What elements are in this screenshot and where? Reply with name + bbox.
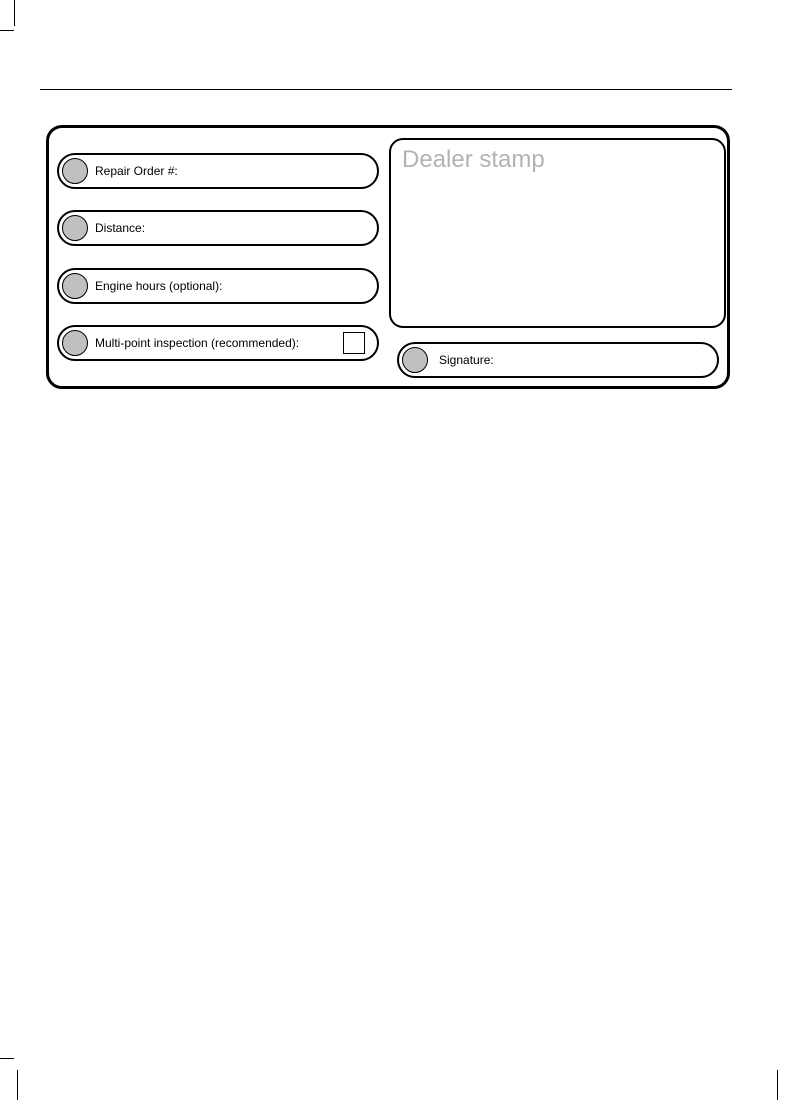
signature-field[interactable]	[397, 342, 719, 378]
dealer-stamp-label: Dealer stamp	[402, 146, 545, 173]
engine-hours-label: Engine hours (optional):	[95, 279, 223, 293]
repair-order-field[interactable]	[57, 153, 379, 189]
circle-indicator-icon	[62, 158, 88, 184]
crop-mark-bottom-left	[17, 1070, 18, 1100]
engine-hours-field[interactable]	[57, 268, 379, 304]
distance-field[interactable]	[57, 210, 379, 246]
multipoint-inspection-field	[57, 325, 379, 361]
multipoint-inspection-label: Multi-point inspection (recommended):	[95, 336, 300, 350]
circle-indicator-icon	[62, 215, 88, 241]
circle-indicator-icon	[402, 347, 428, 373]
header-rule	[40, 89, 732, 90]
multipoint-inspection-checkbox[interactable]	[343, 332, 365, 354]
repair-order-label: Repair Order #:	[95, 164, 178, 178]
crop-mark-top-left	[14, 0, 15, 26]
distance-label: Distance:	[95, 221, 146, 235]
circle-indicator-icon	[62, 330, 88, 356]
crop-mark-bottom-right	[777, 1070, 778, 1100]
crop-mark-top-left-h	[0, 30, 14, 31]
circle-indicator-icon	[62, 273, 88, 299]
dealer-stamp-area	[389, 138, 726, 328]
signature-label: Signature:	[439, 353, 494, 367]
crop-mark-bottom-left-h	[0, 1058, 14, 1059]
